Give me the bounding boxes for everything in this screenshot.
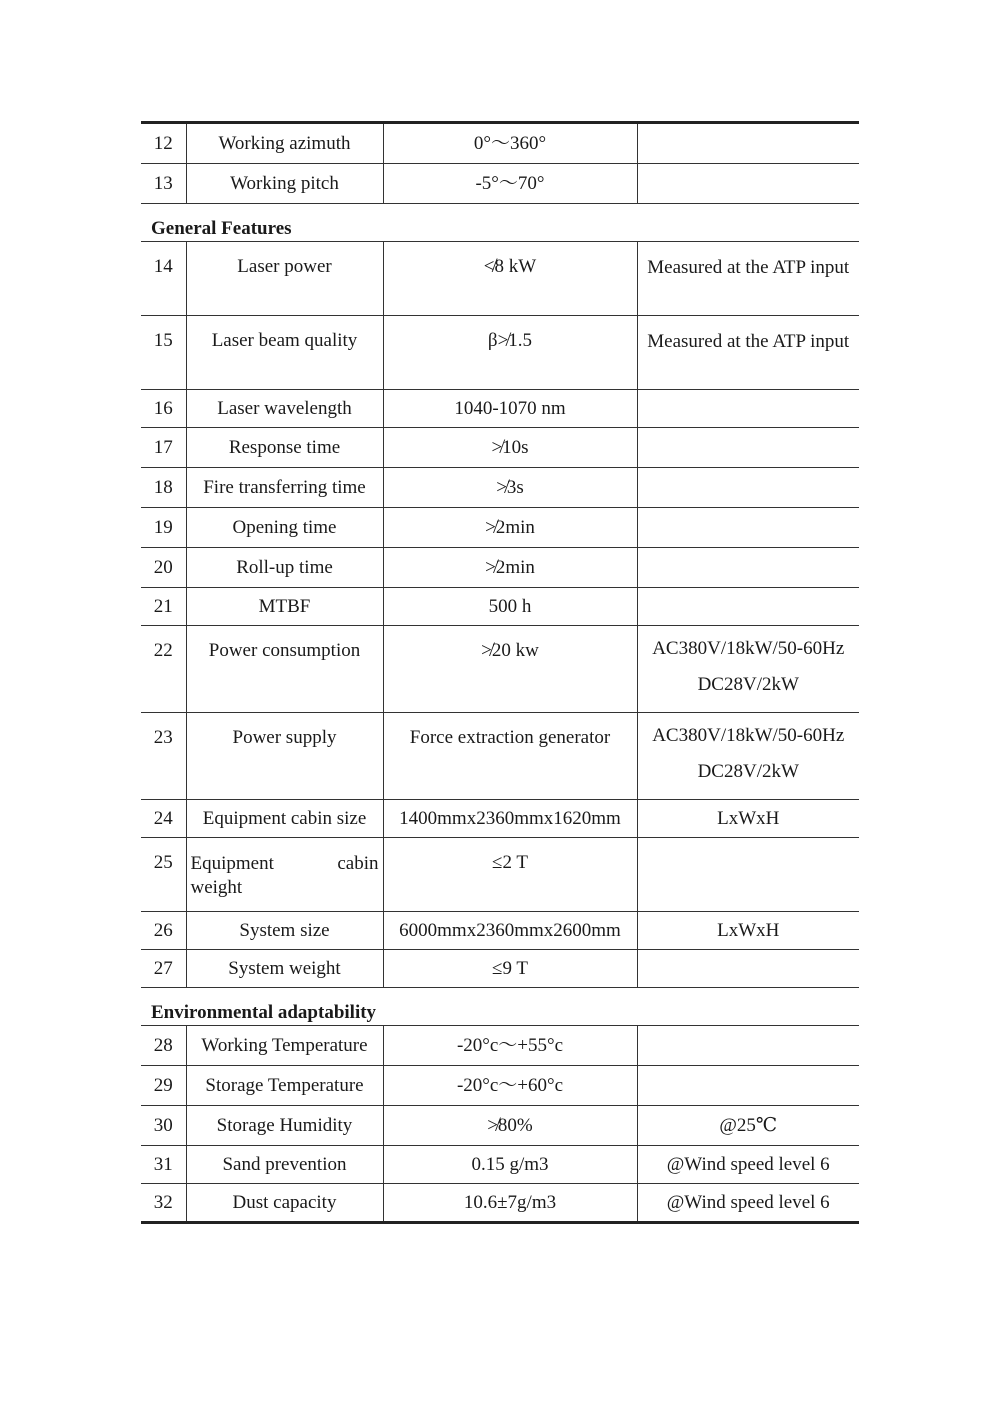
row-number: 18: [141, 468, 186, 508]
parameter-value: ≯80%: [383, 1106, 637, 1146]
row-number: 14: [141, 242, 186, 316]
table-row: [141, 1106, 859, 1146]
table-row: [141, 468, 859, 508]
parameter-value: Force extraction generator: [383, 713, 637, 800]
table-row: [141, 1066, 859, 1106]
row-number: 24: [141, 800, 186, 838]
parameter-name: Laser power: [186, 242, 383, 316]
row-number: 20: [141, 548, 186, 588]
row-number: 12: [141, 123, 186, 164]
table-row: [141, 626, 859, 713]
name-word: Equipment: [190, 853, 274, 874]
parameter-name: Storage Humidity: [186, 1106, 383, 1146]
parameter-value: 0°～360°: [383, 123, 637, 164]
parameter-name: Response time: [186, 428, 383, 468]
parameter-value: ≯2min: [383, 548, 637, 588]
parameter-name: MTBF: [186, 588, 383, 626]
name-word: weight: [190, 877, 243, 898]
parameter-name: Sand prevention: [186, 1146, 383, 1184]
table-row: [141, 713, 859, 800]
section-heading: General Features: [141, 204, 859, 242]
spec-table: [141, 121, 859, 1224]
section-heading: Environmental adaptability: [141, 988, 859, 1026]
parameter-value: 1040-1070 nm: [383, 390, 637, 428]
parameter-name: Fire transferring time: [186, 468, 383, 508]
table-row: [141, 800, 859, 838]
table-row: [141, 838, 859, 912]
parameter-note: LxWxH: [637, 912, 859, 950]
table-row: [141, 164, 859, 204]
parameter-value: ≯10s: [383, 428, 637, 468]
parameter-note: Measured at the ATP input: [637, 316, 859, 390]
parameter-note: [637, 588, 859, 626]
parameter-name: Working pitch: [186, 164, 383, 204]
row-number: 27: [141, 950, 186, 988]
note-line: AC380V/18kW/50-60Hz: [652, 638, 845, 659]
parameter-value: 0.15 g/m3: [383, 1146, 637, 1184]
parameter-name: Dust capacity: [186, 1184, 383, 1223]
parameter-value: 1400mmx2360mmx1620mm: [383, 800, 637, 838]
parameter-name: Laser beam quality: [186, 316, 383, 390]
table-row: [141, 950, 859, 988]
parameter-name: Power supply: [186, 713, 383, 800]
row-number: 32: [141, 1184, 186, 1223]
parameter-name: Working azimuth: [186, 123, 383, 164]
parameter-note: [637, 428, 859, 468]
parameter-name: [186, 838, 383, 912]
parameter-note: [637, 123, 859, 164]
row-number: 25: [141, 838, 186, 912]
table-row: [141, 242, 859, 316]
parameter-name: Power consumption: [186, 626, 383, 713]
parameter-value: ≯2min: [383, 508, 637, 548]
parameter-note: [637, 713, 859, 800]
parameter-name: Equipment cabin size: [186, 800, 383, 838]
table-row: [141, 390, 859, 428]
parameter-note: [637, 950, 859, 988]
row-number: 13: [141, 164, 186, 204]
parameter-name: Roll-up time: [186, 548, 383, 588]
table-row: [141, 912, 859, 950]
parameter-note: [637, 1066, 859, 1106]
parameter-name: Laser wavelength: [186, 390, 383, 428]
parameter-note: @Wind speed level 6: [637, 1184, 859, 1223]
parameter-note: [637, 164, 859, 204]
table-row: [141, 588, 859, 626]
parameter-value: ≯3s: [383, 468, 637, 508]
parameter-value: -20°c～+60°c: [383, 1066, 637, 1106]
section-row: [141, 988, 859, 1026]
row-number: 22: [141, 626, 186, 713]
parameter-note: @25℃: [637, 1106, 859, 1146]
parameter-note: [637, 468, 859, 508]
table-row: [141, 123, 859, 164]
note-line: DC28V/2kW: [697, 761, 799, 782]
row-number: 16: [141, 390, 186, 428]
parameter-name: System size: [186, 912, 383, 950]
row-number: 28: [141, 1026, 186, 1066]
row-number: 31: [141, 1146, 186, 1184]
parameter-note: @Wind speed level 6: [637, 1146, 859, 1184]
row-number: 21: [141, 588, 186, 626]
name-word: cabin: [337, 853, 379, 874]
row-number: 23: [141, 713, 186, 800]
parameter-note: [637, 548, 859, 588]
parameter-value: β≯1.5: [383, 316, 637, 390]
parameter-name: Opening time: [186, 508, 383, 548]
row-number: 15: [141, 316, 186, 390]
table-row: [141, 548, 859, 588]
parameter-name: Working Temperature: [186, 1026, 383, 1066]
table-row: [141, 1146, 859, 1184]
table-row: [141, 1026, 859, 1066]
parameter-name: Storage Temperature: [186, 1066, 383, 1106]
parameter-note: LxWxH: [637, 800, 859, 838]
table-row: [141, 508, 859, 548]
parameter-value: 10.6±7g/m3: [383, 1184, 637, 1223]
parameter-value: 500 h: [383, 588, 637, 626]
parameter-value: ≤2 T: [383, 838, 637, 912]
row-number: 26: [141, 912, 186, 950]
parameter-note: [637, 1026, 859, 1066]
parameter-value: -5°～70°: [383, 164, 637, 204]
parameter-name: System weight: [186, 950, 383, 988]
table-row: [141, 316, 859, 390]
row-number: 30: [141, 1106, 186, 1146]
parameter-note: [637, 626, 859, 713]
parameter-value: ≮8 kW: [383, 242, 637, 316]
parameter-note: Measured at the ATP input: [637, 242, 859, 316]
parameter-value: -20°c～+55°c: [383, 1026, 637, 1066]
section-row: [141, 204, 859, 242]
table-row: [141, 428, 859, 468]
parameter-value: ≯20 kw: [383, 626, 637, 713]
row-number: 29: [141, 1066, 186, 1106]
parameter-note: [637, 508, 859, 548]
table-row: [141, 1184, 859, 1223]
parameter-value: 6000mmx2360mmx2600mm: [383, 912, 637, 950]
parameter-note: [637, 838, 859, 912]
note-line: AC380V/18kW/50-60Hz: [652, 725, 845, 746]
note-line: DC28V/2kW: [697, 674, 799, 695]
parameter-value: ≤9 T: [383, 950, 637, 988]
parameter-note: [637, 390, 859, 428]
row-number: 17: [141, 428, 186, 468]
row-number: 19: [141, 508, 186, 548]
